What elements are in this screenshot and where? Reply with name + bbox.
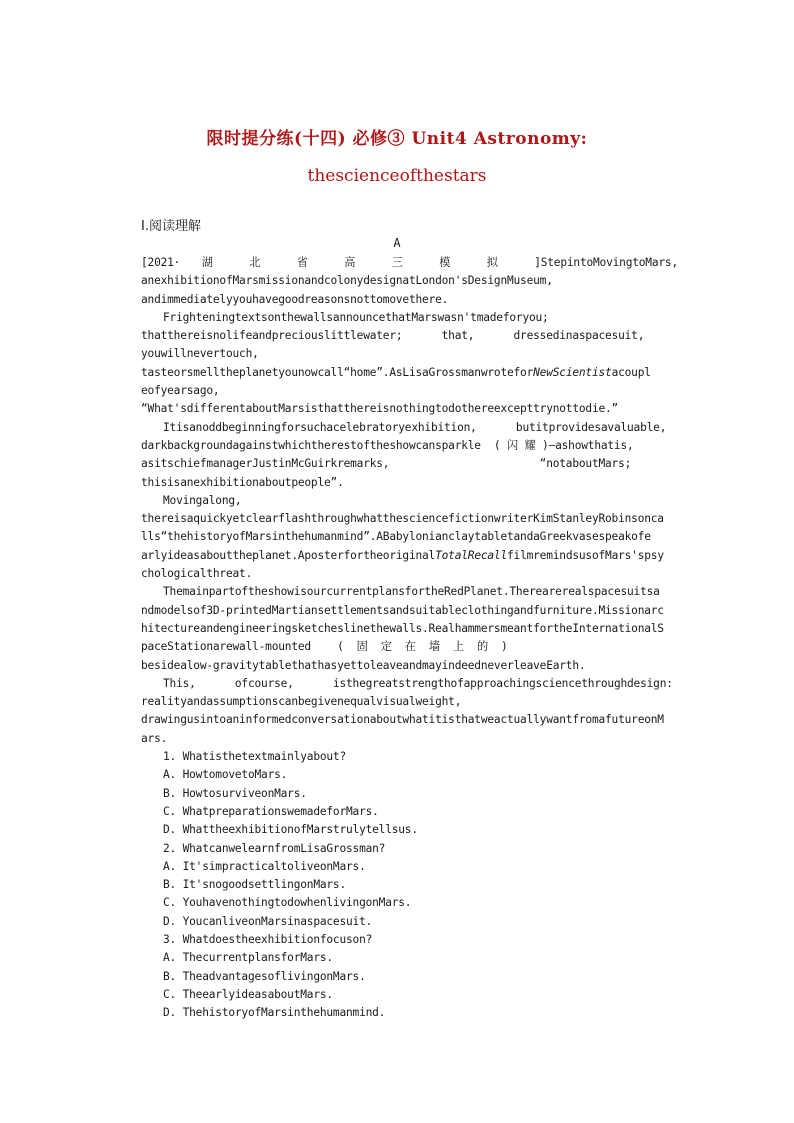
passage-line: paceStationarewall-mounted ( 固 定 在 墙 上 的 ) [141, 640, 508, 654]
question-list [141, 748, 678, 1022]
passage-line: This, ofcourse, isthegreatstrengthofapproachingsciencethroughdesign: [163, 676, 673, 690]
journal-title: NewScientist [533, 365, 612, 379]
passage-line: ThemainpartoftheshowisourcurrentplansfortheRedPlanet.Therearerealspacesuitsa [163, 585, 660, 599]
passage-line: ars. [141, 731, 168, 745]
question-option: D. WhattheexhibitionofMarstrulytellsus. [163, 823, 418, 837]
passage-line: tasteorsmelltheplanetyounowcall“home”.AsLisaGrossmanwroteforNewScientistacoupl [141, 365, 651, 379]
passage-line: Movingalong, [163, 493, 242, 507]
passage-line: hitectureandengineeringsketcheslinethewalls.RealhammersmeantfortheInternationalS [141, 621, 664, 635]
question-option: C. YouhavenothingtodowhenlivingonMars. [163, 896, 412, 910]
passage-line: lls“thehistoryofMarsinthehumanmind”.ABabylonianclaytabletandaGreekvasespeakofe [141, 530, 651, 544]
question-stem: 1. Whatisthetextmainlyabout? [163, 750, 346, 764]
question-option: B. TheadvantagesoflivingonMars. [163, 969, 366, 983]
section-heading: Ⅰ.阅读理解 [141, 219, 201, 234]
question-stem: 3. Whatdoestheexhibitionfocuson? [163, 932, 373, 946]
passage-line: darkbackgroundagainstwhichtherestoftheshowcansparkle ( 闪 耀 )—ashowthatis, [141, 438, 634, 452]
passage-line: thisisanexhibitionaboutpeople”. [141, 475, 344, 489]
question-option: A. HowtomovetoMars. [163, 768, 288, 782]
passage-line: Itisanoddbeginningforsuchacelebratoryexhibition, butitprovidesavaluable, [163, 420, 667, 434]
passage-line: drawingusintoaninformedconversationaboutwhatitisthatweactuallywantfromafutureonM [141, 713, 664, 727]
question-option: C. TheearlyideasaboutMars. [163, 987, 333, 1001]
passage-line: asitschiefmanagerJustinMcGuirkremarks, “notaboutMars; [141, 457, 632, 471]
passage-line: realityandassumptionscanbegivenequalvisualweight, [141, 695, 462, 709]
question-option: B. HowtosurviveonMars. [163, 786, 307, 800]
passage-line: chologicalthreat. [141, 567, 253, 581]
question-option: A. It'simpracticaltoliveonMars. [163, 859, 366, 873]
reading-passage [141, 254, 678, 1022]
question-option: D. YoucanliveonMarsinaspacesuit. [163, 914, 373, 928]
passage-line: [2021· 湖 北 省 高 三 模 拟 ]StepintoMovingtoMars, [141, 256, 678, 269]
passage-line: arlyideasabouttheplanet.AposterfortheoriginalTotalRecallfilmremindsusofMars'spsy [141, 548, 664, 562]
page-title: 限时提分练(十四) 必修③ Unit4 Astronomy: [206, 129, 588, 149]
question-option: C. WhatpreparationswemadeforMars. [163, 804, 379, 818]
passage-line: youwillnevertouch, [141, 347, 259, 361]
passage-line: eofyearsago, [141, 384, 220, 398]
question-option: A. ThecurrentplansforMars. [163, 951, 333, 965]
passage-line: ndmodelsof3D-printedMartiansettlementsandsuitableclothingandfurniture.Missionarc [141, 603, 664, 617]
passage-line: “What'sdifferentaboutMarsisthatthereisnothingtodothereexcepttrynottodie.” [141, 402, 619, 416]
passage-line: andimmediatelyyouhavegoodreasonsnottomovethere. [141, 292, 449, 306]
passage-label: A [393, 236, 401, 250]
passage-line: besidealow-gravitytablethathasyettoleaveandmayindeedneverleaveEarth. [141, 658, 586, 672]
film-title: TotalRecall [435, 548, 507, 562]
page-subtitle: thescienceofthestars [307, 166, 487, 186]
question-option: B. It'snogoodsettlingonMars. [163, 878, 346, 892]
passage-line: thatthereisnolifeandpreciouslittlewater; that, dressedinaspacesuit, [141, 329, 645, 343]
question-stem: 2. WhatcanwelearnfromLisaGrossman? [163, 841, 386, 855]
passage-line: thereisaquickyetclearflashthroughwhatthesciencefictionwriterKimStanleyRobinsonca [141, 512, 664, 526]
question-option: D. ThehistoryofMarsinthehumanmind. [163, 1006, 386, 1020]
passage-line: anexhibitionofMarsmissionandcolonydesignatLondon'sDesignMuseum, [141, 274, 553, 288]
passage-line: FrighteningtextsonthewallsannouncethatMarswasn'tmadeforyou; [163, 310, 549, 324]
